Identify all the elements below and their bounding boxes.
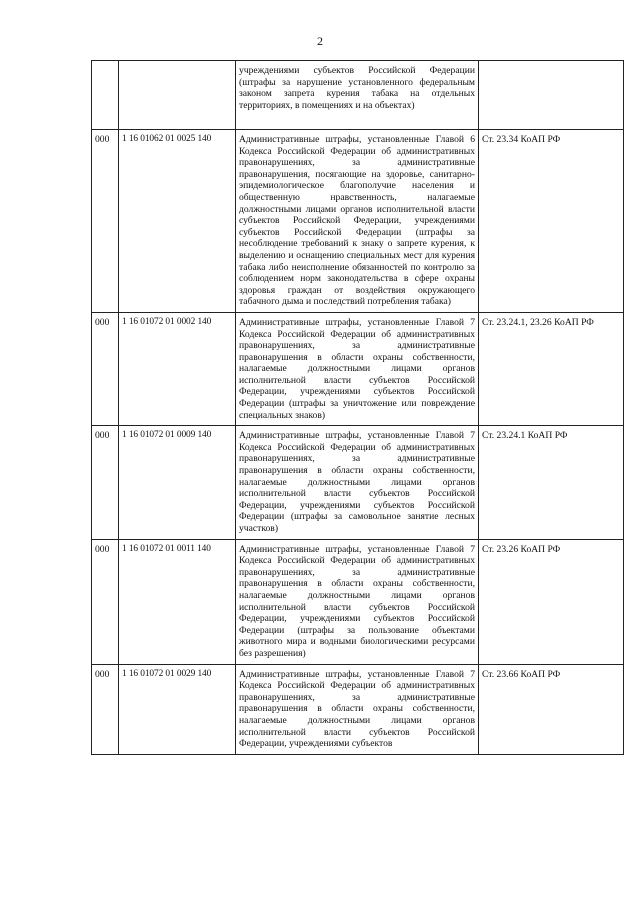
description-cell: Административные штрафы, установленные Главой 6 Кодекса Российской Федерации об административных правонарушениях, за административные правонарушения, посягающие на здоровье, санитарно-эпидемиологическое благополучие населения и общественную нравственность, налагаемые должностными лицами органов исполнительной власти субъектов Российской Федерации, учреждениями субъектов Российской Федерации (штрафы за несоблюдение требований к знаку о запрете курения, к выделению и оснащению специальных мест для курения табака либо неисполнение обязанностей по контролю за соблюдением норм законодательства в сфере охраны здоровья граждан от воздействия окружающего табачного дыма и последствий потребления табака) <box>236 130 479 313</box>
table-row <box>92 426 624 539</box>
budget-code-cell: 1 16 01072 01 0029 140 <box>119 664 236 754</box>
admin-code-cell <box>92 61 119 130</box>
law-article-cell: Ст. 23.24.1 КоАП РФ <box>479 426 624 539</box>
budget-code-cell: 1 16 01072 01 0002 140 <box>119 312 236 425</box>
law-article-cell: Ст. 23.66 КоАП РФ <box>479 664 624 754</box>
admin-code-cell: 000 <box>92 426 119 539</box>
table-row <box>92 130 624 313</box>
budget-code-cell <box>119 61 236 130</box>
table-row <box>92 539 624 664</box>
budget-code-cell: 1 16 01072 01 0009 140 <box>119 426 236 539</box>
law-article-cell <box>479 61 624 130</box>
description-cell <box>236 664 479 754</box>
law-article-cell: Ст. 23.26 КоАП РФ <box>479 539 624 664</box>
description-cell: Административные штрафы, установленные Главой 7 Кодекса Российской Федерации об административных правонарушениях, за административные правонарушения в области охраны собственности, налагаемые должностными лицами органов исполнительной власти субъектов Российской Федерации, учреждениями субъектов Российской Федерации (штрафы за самовольное занятие лесных участков) <box>236 426 479 539</box>
admin-code-cell: 000 <box>92 539 119 664</box>
description-cell: Административные штрафы, установленные Главой 7 Кодекса Российской Федерации об административных правонарушениях, за административные правонарушения в области охраны собственности, налагаемые должностными лицами органов исполнительной власти субъектов Российской Федерации, учреждениями субъектов Российской Федерации (штрафы за уничтожение или повреждение специальных знаков) <box>236 312 479 425</box>
admin-code-cell: 000 <box>92 664 119 754</box>
description-cell: учреждениями субъектов Российской Федерации (штрафы за нарушение установленного федеральным законом запрета курения табака на отдельных территориях, в помещениях и на объектах) <box>236 61 479 130</box>
table-row <box>92 312 624 425</box>
table-row <box>92 664 624 754</box>
description-cell: Административные штрафы, установленные Главой 7 Кодекса Российской Федерации об административных правонарушениях, за административные правонарушения в области охраны собственности, налагаемые должностными лицами органов исполнительной власти субъектов Российской Федерации, учреждениями субъектов Российской Федерации (штрафы за пользование объектами животного мира и водными биологическими ресурсами без разрешения) <box>236 539 479 664</box>
description-text: Административные штрафы, установленные Главой 7 Кодекса Российской Федерации об административных правонарушениях, за административные правонарушения в области охраны собственности, налагаемые должностными лицами органов исполнительной власти субъектов Российской Федерации, учреждениями субъектов <box>239 668 475 750</box>
law-article-cell: Ст. 23.34 КоАП РФ <box>479 130 624 313</box>
budget-code-cell: 1 16 01072 01 0011 140 <box>119 539 236 664</box>
admin-code-cell: 000 <box>92 312 119 425</box>
admin-code-cell: 000 <box>92 130 119 313</box>
revenue-codes-table <box>91 60 624 755</box>
law-article-cell: Ст. 23.24.1, 23.26 КоАП РФ <box>479 312 624 425</box>
table-row <box>92 61 624 130</box>
page-number: 2 <box>317 34 323 48</box>
budget-code-cell: 1 16 01062 01 0025 140 <box>119 130 236 313</box>
